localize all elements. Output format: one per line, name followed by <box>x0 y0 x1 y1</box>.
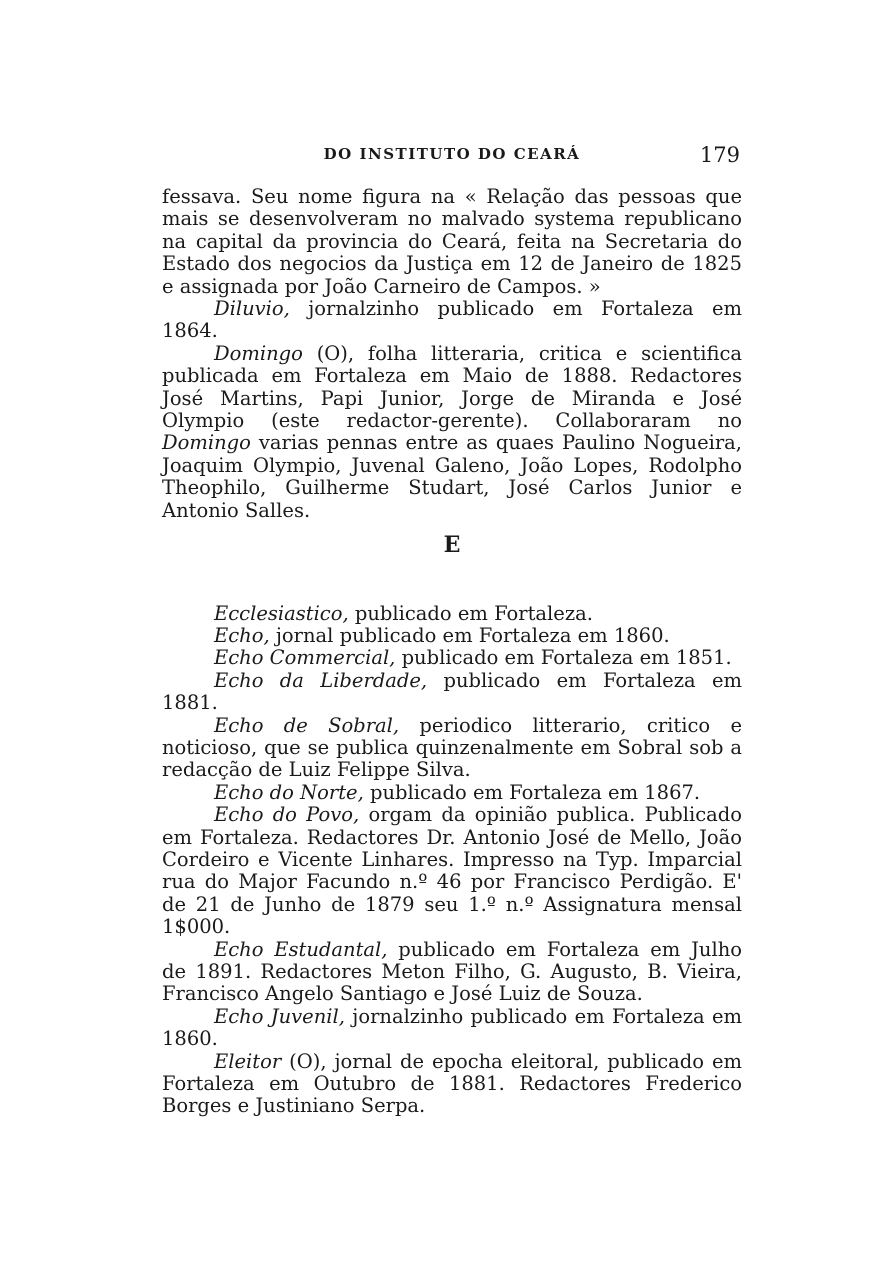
entry-title: Domingo <box>214 341 303 365</box>
entry-title: Echo Commercial, <box>214 646 396 670</box>
entry-echo-de-sobral <box>162 715 742 782</box>
entry-domingo <box>162 343 742 522</box>
entry-title: Echo do Norte, <box>214 780 364 804</box>
entry-diluvio <box>162 298 742 343</box>
entry-text: (O), folha litteraria, critica e scientifica publicada em Fortaleza em Maio de 1888. Redactores José Martins, Papi Junior, Jorge de Miranda e José Olympio (este redactor-gerente). Collaboraram no <box>162 341 742 433</box>
entry-ecclesiastico <box>162 603 742 625</box>
entry-text: publicado em Fortaleza em 1881. <box>162 668 742 715</box>
entry-text: varias pennas entre as quaes Paulino Nogueira, Joaquim Olympio, Juvenal Galeno, João Lopes, Rodolpho Theophilo, Guilherme Studart, José Carlos Junior e Antonio Salles. <box>162 431 742 522</box>
entry-text: (O), jornal de epocha eleitoral, publicado em Fortaleza em Outubro de 1881. Redactores Frederico Borges e Justiniano Serpa. <box>162 1049 742 1118</box>
section-gap <box>162 585 742 603</box>
entry-echo-commercial <box>162 647 742 669</box>
entry-eleitor <box>162 1051 742 1118</box>
entry-title: Echo Estudantal, <box>214 937 388 961</box>
entry-text: jornalzinho publicado em Fortaleza em 1864. <box>162 297 742 343</box>
entry-text: orgam da opinião publica. Publicado em Fortaleza. Redactores Dr. Antonio José de Mello, João Cordeiro e Vicente Linhares. Impresso na Typ. Imparcial rua do Major Facundo n.º 46 por Francisco Perdigão. E' de 21 de Junho de 1879 seu 1.º n.º Assignatura mensal 1$000. <box>162 803 742 939</box>
body-text <box>162 186 742 1118</box>
running-head <box>162 143 742 169</box>
entry-text: publicado em Fortaleza em Julho de 1891. Redactores Meton Filho, G. Augusto, B. Vieira, Francisco Angelo Santiago e José Luiz de Souza. <box>162 937 742 1006</box>
entry-title-inline: Domingo <box>162 431 251 455</box>
entry-text: publicado em Fortaleza em 1867. <box>363 780 701 804</box>
running-head-title: DO INSTITUTO DO CEARÁ <box>323 145 581 163</box>
page-number: 179 <box>699 143 740 167</box>
entry-title: Echo do Povo, <box>214 803 360 827</box>
entry-text: publicado em Fortaleza. <box>348 601 593 625</box>
entry-title: Echo de Sobral, <box>214 713 400 737</box>
entry-text: periodico litterario, critico e noticioso, que se publica quinzenalmente em Sobral sob a redacção de Luiz Felippe Silva. <box>162 713 742 782</box>
entry-text: fessava. Seu nome figura na « Relação das pessoas que mais se desenvolveram no malvado systema republicano na capital da provincia do Ceará, feita na Secretaria do Estado dos negocios da Justiça em 12 de Janeiro de 1825 e assignada por João Carneiro de Campos. » <box>162 185 742 298</box>
entry-title: Echo da Liberdade, <box>214 668 428 692</box>
entry-echo-da-liberdade <box>162 670 742 715</box>
entry-text: publicado em Fortaleza em 1851. <box>395 646 732 670</box>
entry-title: Eleitor <box>214 1049 282 1073</box>
entry-echo-estudantal <box>162 939 742 1006</box>
entry-text: jornal publicado em Fortaleza em 1860. <box>269 623 670 647</box>
entry-continuation <box>162 186 742 298</box>
entry-echo <box>162 625 742 647</box>
entry-title: Ecclesiastico, <box>214 601 349 625</box>
entry-title: Echo Juvenil, <box>214 1004 345 1028</box>
entry-echo-do-povo <box>162 804 742 938</box>
section-letter: E <box>443 532 461 559</box>
entry-title: Echo, <box>214 623 270 647</box>
entry-title: Diluvio, <box>214 297 290 321</box>
entry-text: jornalzinho publicado em Fortaleza em 1860. <box>162 1004 742 1051</box>
entry-echo-juvenil <box>162 1006 742 1051</box>
entry-echo-do-norte <box>162 782 742 804</box>
